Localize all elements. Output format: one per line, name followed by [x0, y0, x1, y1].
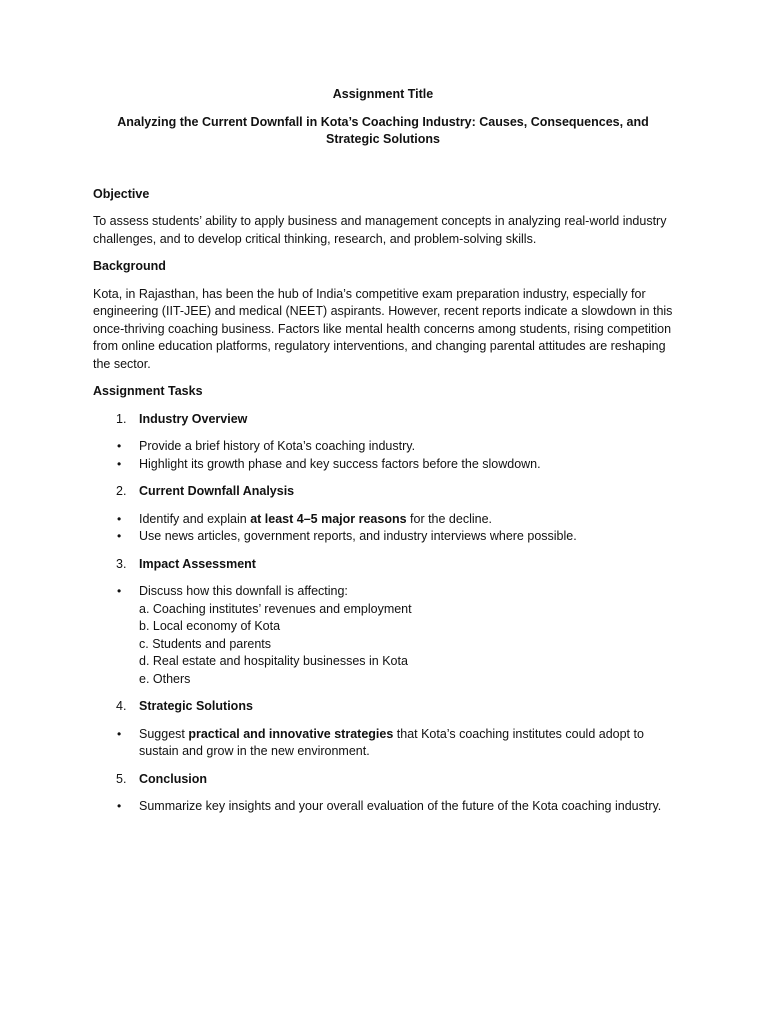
list-item: [93, 511, 673, 529]
task-title: Impact Assessment: [139, 556, 256, 571]
document-content: [93, 86, 673, 826]
bullet-icon: •: [117, 799, 122, 813]
sub-item: a. Coaching institutes’ revenues and employment: [139, 601, 412, 616]
bullet-text: Highlight its growth phase and key success factors before the slowdown.: [139, 456, 541, 471]
task-heading: [93, 411, 673, 429]
sub-item: e. Others: [139, 671, 191, 686]
bullet-text: for the decline.: [406, 511, 493, 526]
list-item: [93, 528, 673, 546]
task-bullet-list: [93, 511, 673, 546]
list-item: [93, 438, 673, 456]
assignment-subtitle: Analyzing the Current Downfall in Kota’s Coaching Industry: Causes, Consequences, and Strategic Solutions: [117, 114, 649, 146]
bullet-text: Use news articles, government reports, and industry interviews where possible.: [139, 529, 577, 543]
task-number: 1.: [116, 411, 127, 426]
background-text: Kota, in Rajasthan, has been the hub of India’s competitive exam preparation industry, especially for engineering (IIT-JEE) and medical (NEET) aspirants. However, recent reports indicate a slowdown in this once-thriving coaching business. Factors like mental health concerns among students, rising competition from online education platforms, regulatory interventions, and changing parental attitudes are reshaping the sector.: [93, 286, 673, 371]
bullet-text: Suggest: [139, 726, 189, 741]
bullet-icon: •: [117, 529, 122, 543]
task-heading: [93, 483, 673, 501]
objective-text: To assess students’ ability to apply business and management concepts in analyzing real-world industry challenges, and to develop critical thinking, research, and problem-solving skills.: [93, 214, 667, 246]
objective-heading: Objective: [93, 186, 150, 201]
list-item: [93, 798, 673, 816]
background-heading: Background: [93, 259, 166, 273]
task-bullet-list: [93, 583, 673, 688]
bullet-icon: •: [117, 511, 122, 526]
task-list: [93, 411, 673, 816]
task-title: Strategic Solutions: [139, 699, 253, 713]
task-title: Conclusion: [139, 771, 208, 786]
sub-item: c. Students and parents: [139, 636, 272, 651]
bullet-text: Provide a brief history of Kota’s coaching industry.: [139, 439, 416, 453]
task-heading: [93, 556, 673, 574]
bullet-emphasis: practical and innovative strategies: [188, 726, 394, 741]
bullet-text: Summarize key insights and your overall evaluation of the future of the Kota coaching industry.: [139, 799, 662, 813]
task-number: 5.: [116, 771, 127, 786]
task-title: Industry Overview: [139, 411, 248, 426]
bullet-text: that Kota’s coaching institutes could adopt to sustain and grow in the new environment.: [139, 726, 644, 758]
bullet-text: Discuss how this downfall is affecting:: [139, 584, 348, 598]
sub-item: b. Local economy of Kota: [139, 619, 281, 633]
task-bullet-list: [93, 798, 673, 816]
task-number: 3.: [116, 556, 127, 571]
bullet-icon: •: [117, 439, 122, 453]
assignment-title: Assignment Title: [332, 87, 434, 101]
bullet-emphasis: at least 4–5 major reasons: [250, 511, 407, 526]
list-item: [93, 726, 673, 761]
list-item: [93, 583, 673, 688]
sub-item: d. Real estate and hospitality businesses in Kota: [139, 654, 408, 668]
task-number: 2.: [116, 484, 127, 498]
bullet-icon: •: [117, 584, 122, 598]
bullet-text: Identify and explain: [139, 511, 251, 526]
task-title: Current Downfall Analysis: [139, 484, 295, 498]
task-heading: [93, 771, 673, 789]
bullet-icon: •: [117, 726, 122, 741]
tasks-heading: Assignment Tasks: [93, 384, 203, 398]
task-bullet-list: [93, 438, 673, 473]
list-item: [93, 456, 673, 474]
task-number: 4.: [116, 699, 127, 713]
bullet-icon: •: [117, 456, 122, 471]
task-bullet-list: [93, 726, 673, 761]
task-heading: [93, 698, 673, 716]
